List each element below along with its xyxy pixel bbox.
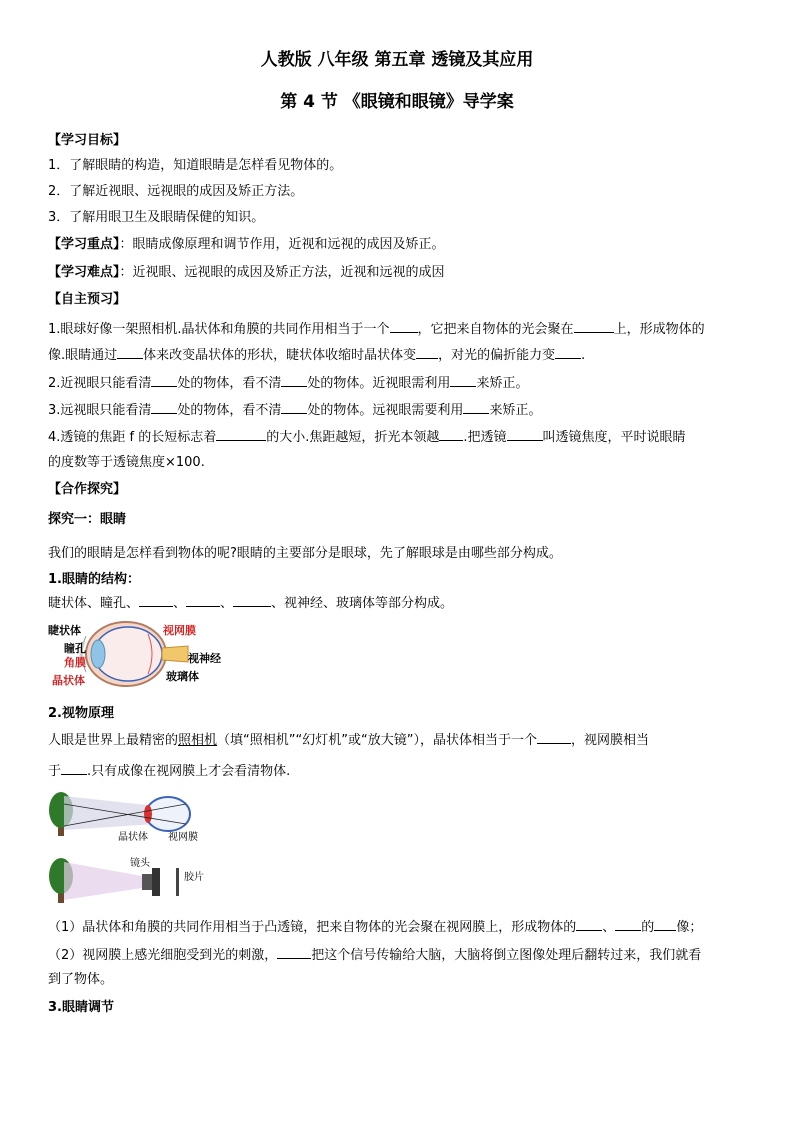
principle-text: 人眼是世界上最精密的 xyxy=(48,733,179,748)
structure-text: 、 xyxy=(173,596,187,611)
answer-blank[interactable] xyxy=(576,918,602,931)
answer-blank[interactable] xyxy=(615,918,641,931)
preview-q1-line1 xyxy=(48,320,705,338)
para-text: 、 xyxy=(602,920,616,935)
section-adjust-title: 3.眼睛调节 xyxy=(48,1000,114,1015)
principle-text: 于 xyxy=(48,764,62,779)
answer-blank[interactable] xyxy=(463,401,489,414)
objectives-heading: 【学习目标】 xyxy=(48,133,127,148)
eye-label-vitreous: 玻璃体 xyxy=(166,670,199,683)
cooperate-heading: 【合作探究】 xyxy=(48,482,127,497)
preview-q4-line2: 的度数等于透镜焦度×100. xyxy=(48,455,205,470)
q4-text: 叫透镜焦度，平时说眼睛 xyxy=(542,430,686,445)
q2-text: 2.近视眼只能看清 xyxy=(48,376,152,391)
q1-text: . xyxy=(581,348,586,363)
answer-blank[interactable] xyxy=(139,594,173,607)
answer-blank[interactable] xyxy=(117,346,143,359)
figure-label-lens: 晶状体 xyxy=(118,832,148,843)
q1-text: 体来改变晶状体的形状，睫状体收缩时晶状体变 xyxy=(143,348,417,363)
preview-q4-line1 xyxy=(48,428,686,446)
q3-text: 来矫正。 xyxy=(489,403,542,418)
preview-heading: 【自主预习】 xyxy=(48,292,127,307)
principle-line2 xyxy=(48,762,290,780)
figure-label-camera-lens: 镜头 xyxy=(130,858,150,869)
eye-label-cornea: 角膜 xyxy=(64,656,86,669)
difficult-points-text: ：近视眼、远视眼的成因及矫正方法，近视和远视的成因 xyxy=(119,265,445,280)
principle-text: （填“照相机”“幻灯机”或“放大镜”），晶状体相当于一个 xyxy=(217,733,537,748)
para-text: （2）视网膜上感光细胞受到光的刺激， xyxy=(48,948,278,963)
preview-q2 xyxy=(48,374,528,392)
eye-label-optic-nerve: 视神经 xyxy=(188,652,221,665)
objective-item: 2．了解近视眼、远视眼的成因及矫正方法。 xyxy=(48,184,304,199)
figure-label-retina: 视网膜 xyxy=(168,832,198,843)
page-title: 人教版 八年级 第五章 透镜及其应用 xyxy=(260,50,534,70)
q1-text: 像.眼睛通过 xyxy=(48,348,118,363)
principle-line1 xyxy=(48,731,649,749)
answer-blank[interactable] xyxy=(61,762,87,775)
principle-text: .只有成像在视网膜上才会看清物体. xyxy=(87,764,291,779)
preview-q1-line2 xyxy=(48,346,585,364)
q4-text: 的大小.焦距越短，折光本领越 xyxy=(266,430,440,445)
eye-label-lens: 晶状体 xyxy=(52,674,85,687)
answer-blank[interactable] xyxy=(186,594,220,607)
q4-text: .把透镜 xyxy=(463,430,507,445)
para-text: 把这个信号传输给大脑，大脑将倒立图像处理后翻转过来，我们就看 xyxy=(311,948,702,963)
q2-text: 处的物体，看不清 xyxy=(177,376,282,391)
principle-para-2 xyxy=(48,946,701,964)
section-principle-title: 2.视物原理 xyxy=(48,706,114,721)
q2-text: 处的物体。近视眼需利用 xyxy=(307,376,451,391)
eye-label-pupil: 瞳孔 xyxy=(64,642,86,655)
q1-text: ，对光的偏折能力变 xyxy=(438,348,556,363)
q1-text: ，它把来自物体的光会聚在 xyxy=(417,322,574,337)
answer-blank[interactable] xyxy=(439,428,463,441)
principle-para-2-cont: 到了物体。 xyxy=(48,972,114,987)
answer-blank[interactable] xyxy=(233,594,271,607)
para-text: 像； xyxy=(676,920,703,935)
explore-title: 探究一：眼睛 xyxy=(48,512,127,527)
figure-label-film: 胶片 xyxy=(184,872,204,883)
key-points-label: 【学习重点】 xyxy=(48,237,120,252)
answer-blank[interactable] xyxy=(151,374,177,387)
objective-item: 1．了解眼睛的构造，知道眼睛是怎样看见物体的。 xyxy=(48,158,343,173)
answer-blank[interactable] xyxy=(450,374,476,387)
q1-text: 1.眼球好像一架照相机.晶状体和角膜的共同作用相当于一个 xyxy=(48,322,390,337)
answer-blank[interactable] xyxy=(654,918,676,931)
key-points-text: ：眼睛成像原理和调节作用，近视和远视的成因及矫正。 xyxy=(119,237,445,252)
para-text: （1）晶状体和角膜的共同作用相当于凸透镜，把来自物体的光会聚在视网膜上，形成物体的 xyxy=(48,920,577,935)
key-points xyxy=(48,237,445,253)
answer-blank[interactable] xyxy=(281,374,307,387)
para-text: 的 xyxy=(641,920,655,935)
page-subtitle: 第 4 节 《眼镜和眼镜》导学案 xyxy=(280,92,514,112)
q3-text: 处的物体。远视眼需要利用 xyxy=(307,403,464,418)
answer-blank[interactable] xyxy=(151,401,177,414)
principle-answer: 照相机 xyxy=(178,733,218,748)
q1-text: 上，形成物体的 xyxy=(613,322,705,337)
q2-text: 来矫正。 xyxy=(476,376,529,391)
answer-blank[interactable] xyxy=(555,346,581,359)
answer-blank[interactable] xyxy=(277,946,311,959)
principle-para-1 xyxy=(48,918,702,936)
difficult-points-label: 【学习难点】 xyxy=(48,265,120,280)
eye-label-ciliary: 睫状体 xyxy=(48,624,81,637)
answer-blank[interactable] xyxy=(416,346,438,359)
difficult-points xyxy=(48,265,445,281)
eye-camera-figure xyxy=(46,790,216,910)
preview-q3 xyxy=(48,401,541,419)
explore-intro: 我们的眼睛是怎样看到物体的呢?眼睛的主要部分是眼球，先了解眼球是由哪些部分构成。 xyxy=(48,546,562,561)
q3-text: 3.远视眼只能看清 xyxy=(48,403,152,418)
principle-text: ，视网膜相当 xyxy=(570,733,649,748)
objective-item: 3．了解用眼卫生及眼睛保健的知识。 xyxy=(48,210,265,225)
q4-text: 4.透镜的焦距 f 的长短标志着 xyxy=(48,430,217,445)
answer-blank[interactable] xyxy=(281,401,307,414)
section-structure-title: 1.眼睛的结构： xyxy=(48,572,140,587)
eye-label-retina: 视网膜 xyxy=(163,624,196,637)
answer-blank[interactable] xyxy=(537,731,571,744)
structure-text: 睫状体、瞳孔、 xyxy=(48,596,140,611)
answer-blank[interactable] xyxy=(390,320,418,333)
structure-text: 、视神经、玻璃体等部分构成。 xyxy=(271,596,454,611)
q3-text: 处的物体，看不清 xyxy=(177,403,282,418)
answer-blank[interactable] xyxy=(574,320,614,333)
structure-line xyxy=(48,594,453,612)
structure-text: 、 xyxy=(220,596,234,611)
answer-blank[interactable] xyxy=(507,428,543,441)
answer-blank[interactable] xyxy=(216,428,266,441)
